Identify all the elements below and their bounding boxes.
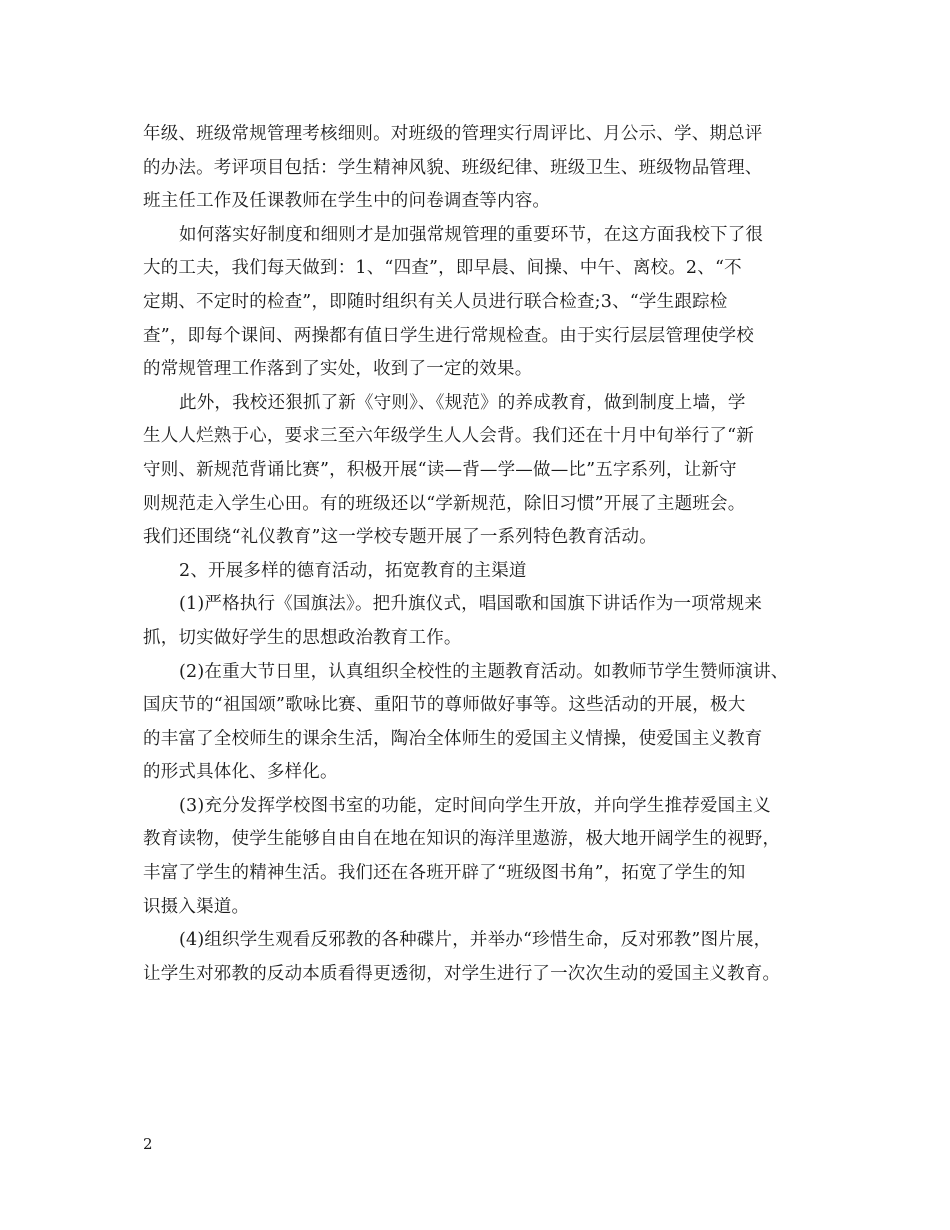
text-line: 则规范走入学生心田。有的班级还以“学新规范，除旧习惯”开展了主题班会。 <box>143 493 746 514</box>
text-line: (1)严格执行《国旗法》。把升旗仪式，唱国歌和国旗下讲话作为一项常规来 <box>179 594 763 615</box>
page-number: 2 <box>143 1135 153 1153</box>
text-line: 如何落实好制度和细则才是加强常规管理的重要环节，在这方面我校下了很 <box>179 224 764 245</box>
text-line: 的形式具体化、多样化。 <box>143 762 338 783</box>
text-line: 抓，切实做好学生的思想政治教育工作。 <box>143 627 462 648</box>
text-line: 丰富了学生的精神生活。我们还在各班开辟了“班级图书角”，拓宽了学生的知 <box>143 863 746 884</box>
text-line: 定期、不定时的检查”，即随时组织有关人员进行联合检查;3、“学生跟踪检 <box>143 291 728 312</box>
text-line: (4)组织学生观看反邪教的各种碟片，并举办“珍惜生命，反对邪教”图片展， <box>179 930 772 951</box>
text-line: 生人人烂熟于心，要求三至六年级学生人人会背。我们还在十月中旬举行了“新 <box>143 426 754 447</box>
text-line: 的常规管理工作落到了实处，收到了一定的效果。 <box>143 359 533 380</box>
text-line: 我们还围绕“礼仪教育”这一学校专题开展了一系列特色教育活动。 <box>143 527 657 548</box>
text-line: 大的工夫，我们每天做到：1、“四查”，即早晨、间操、中午、离校。2、“不 <box>143 258 742 279</box>
document-body <box>143 118 843 991</box>
text-line: 查”，即每个课间、两操都有值日学生进行常规检查。由于实行层层管理使学校 <box>143 325 754 346</box>
text-line: 国庆节的“祖国颂”歌咏比赛、重阳节的尊师做好事等。这些活动的开展，极大 <box>143 695 746 716</box>
text-line: 2、开展多样的德育活动，拓宽教育的主渠道 <box>179 560 527 581</box>
text-line: 的办法。考评项目包括：学生精神风貌、班级纪律、班级卫生、班级物品管理、 <box>143 157 763 178</box>
text-line: 识摄入渠道。 <box>143 896 250 917</box>
text-line: (2)在重大节日里，认真组织全校性的主题教育活动。如教师节学生赞师演讲、 <box>179 661 789 682</box>
text-line: 年级、班级常规管理考核细则。对班级的管理实行周评比、月公示、学、期总评 <box>143 124 763 144</box>
text-line: 守则、新规范背诵比赛”，积极开展“读—背—学—做—比”五字系列，让新守 <box>143 459 737 480</box>
text-line: 教育读物，使学生能够自由自在地在知识的海洋里遨游，极大地开阔学生的视野， <box>143 829 781 850</box>
text-line: 班主任工作及任课教师在学生中的问卷调查等内容。 <box>143 191 551 212</box>
text-line: 此外，我校还狠抓了新《守则》、《规范》的养成教育，做到制度上墙，学 <box>179 392 746 413</box>
text-line: 让学生对邪教的反动本质看得更透彻，对学生进行了一次次生动的爱国主义教育。 <box>143 963 781 984</box>
text-line: 的丰富了全校师生的课余生活，陶冶全体师生的爱国主义情操，使爱国主义教育 <box>143 728 763 749</box>
text-line: (3)充分发挥学校图书室的功能，定时间向学生开放，并向学生推荐爱国主义 <box>179 795 771 816</box>
